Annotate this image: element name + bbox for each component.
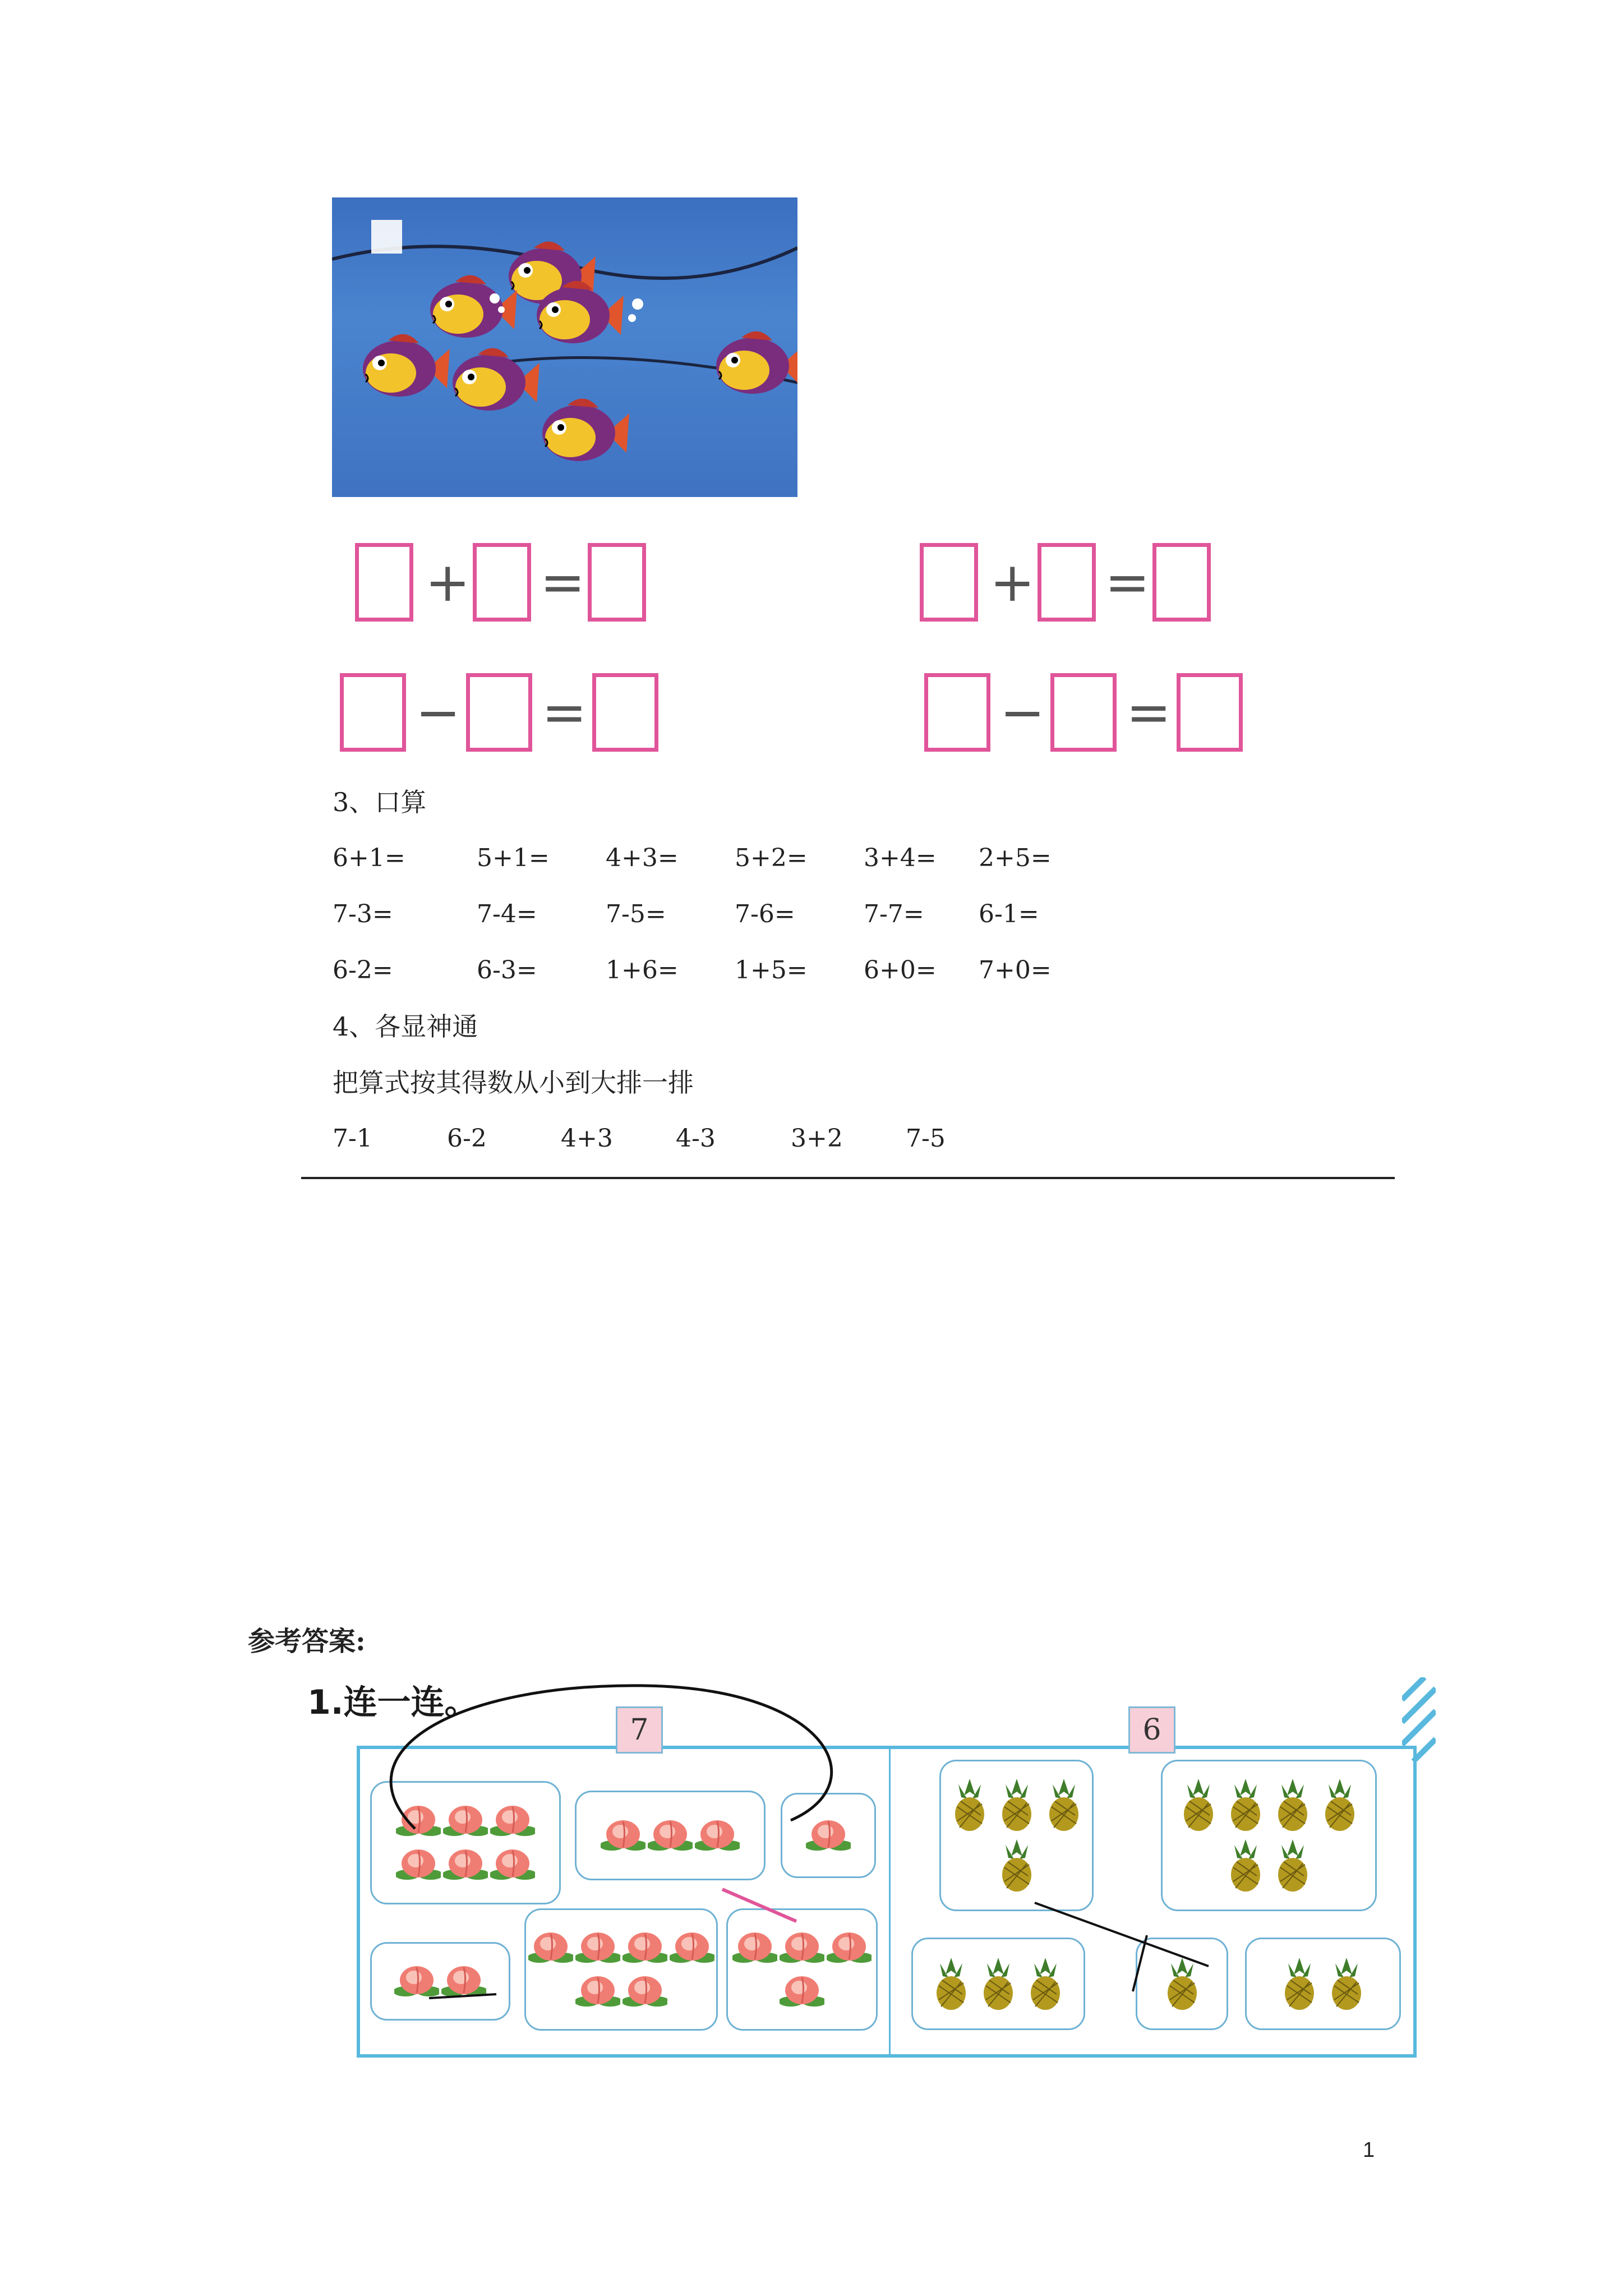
pineapple-icon (1223, 1837, 1268, 1895)
peach-icon (396, 1844, 441, 1885)
pineapple-icon (976, 1955, 1021, 2013)
calc-item: 2+5= (979, 844, 1052, 872)
answer-box[interactable] (466, 673, 532, 752)
calc-item: 6-1= (979, 900, 1039, 928)
fish-icon (542, 399, 629, 461)
number-tag-6: 6 (1128, 1706, 1175, 1754)
answer-box[interactable] (920, 543, 978, 622)
answer-box[interactable] (592, 673, 658, 752)
equals-sign: = (542, 681, 587, 744)
pineapple-icon (994, 1837, 1039, 1895)
calc-item: 5+2= (735, 844, 808, 872)
pineapple-group[interactable] (1161, 1760, 1377, 1911)
expression-item: 6-2 (447, 1124, 487, 1153)
calc-item: 1+6= (606, 956, 679, 984)
peach-icon (780, 1927, 824, 1968)
plus-sign: + (990, 551, 1035, 614)
answer-box[interactable] (1050, 673, 1117, 752)
equals-sign: = (1126, 681, 1172, 744)
answer-box[interactable] (1177, 673, 1243, 752)
calc-item: 6-3= (477, 956, 537, 984)
fish-group (363, 242, 797, 461)
pineapple-group[interactable] (1136, 1938, 1228, 2030)
q1-title: 1.连一连。 (307, 1683, 478, 1722)
peach-icon (528, 1927, 573, 1968)
plus-sign: + (425, 551, 471, 614)
peach-icon (601, 1815, 645, 1856)
pineapple-icon (1176, 1776, 1221, 1834)
answer-box[interactable] (473, 543, 531, 622)
equals-sign: = (1105, 551, 1150, 614)
pineapple-icon (1041, 1776, 1086, 1834)
pineapple-icon (1324, 1955, 1369, 2013)
peach-group[interactable] (370, 1781, 561, 1904)
divider-line (301, 1177, 1395, 1179)
calc-item: 7-5= (606, 900, 666, 928)
pineapple-icon (1160, 1955, 1205, 2013)
peach-icon (441, 1961, 486, 2002)
peach-icon (827, 1927, 872, 1968)
calc-item: 6+0= (864, 956, 937, 984)
minus-sign: − (416, 681, 461, 744)
calc-item: 5+1= (477, 844, 550, 872)
peach-icon (806, 1815, 851, 1856)
peach-icon (670, 1927, 714, 1968)
pineapple-icon (1270, 1776, 1315, 1834)
fish-icon (453, 348, 540, 411)
peach-group[interactable] (575, 1791, 766, 1880)
number-tag-7: 7 (616, 1706, 663, 1754)
pineapple-icon (947, 1776, 992, 1834)
peach-icon (443, 1800, 488, 1842)
answer-box[interactable] (340, 673, 406, 752)
expression-item: 7-1 (333, 1124, 372, 1153)
section3-title: 3、口算 (333, 787, 427, 817)
equation-add-left (355, 543, 669, 627)
calc-item: 7-4= (477, 900, 537, 928)
answer-box[interactable] (1038, 543, 1096, 622)
equals-sign: = (540, 551, 585, 614)
expression-item: 4+3 (561, 1124, 613, 1153)
section4-instruction: 把算式按其得数从小到大排一排 (333, 1068, 694, 1098)
peach-icon (623, 1971, 667, 2012)
peach-icon (575, 1971, 620, 2012)
peach-icon (732, 1927, 777, 1968)
frame-divider (889, 1746, 891, 2058)
fish-picture (332, 197, 797, 497)
pineapple-icon (1277, 1955, 1322, 2013)
calc-item: 3+4= (864, 844, 937, 872)
peach-icon (396, 1800, 441, 1842)
fish-scene (332, 197, 797, 497)
section4-title: 4、各显神通 (333, 1011, 478, 1042)
fish-icon (363, 334, 450, 397)
corner-stripes (1402, 1677, 1436, 1761)
peach-icon (490, 1844, 535, 1885)
expression-item: 7-5 (906, 1124, 946, 1153)
expression-item: 4-3 (676, 1124, 716, 1153)
peach-icon (695, 1815, 740, 1856)
calc-item: 1+5= (735, 956, 808, 984)
page-number: 1 (1363, 2138, 1375, 2162)
calc-item: 7-3= (333, 900, 393, 928)
expression-item: 3+2 (791, 1124, 843, 1153)
equation-sub-right (924, 673, 1261, 757)
calc-item: 4+3= (606, 844, 679, 872)
peach-group[interactable] (726, 1908, 878, 2031)
calc-item: 7-7= (864, 900, 924, 928)
answer-label: 参考答案: (248, 1626, 366, 1657)
peach-icon (394, 1961, 439, 2002)
pineapple-group[interactable] (911, 1938, 1085, 2030)
pineapple-icon (1317, 1776, 1362, 1834)
pineapple-icon (1023, 1955, 1068, 2013)
peach-icon (780, 1971, 824, 2012)
peach-group[interactable] (781, 1793, 876, 1878)
equation-add-right (920, 543, 1234, 627)
equation-sub-left (340, 673, 676, 757)
logo-mark (371, 220, 402, 254)
calc-item: 7-6= (735, 900, 795, 928)
peach-group[interactable] (370, 1942, 510, 2021)
peach-group[interactable] (524, 1908, 718, 2031)
pineapple-icon (1223, 1776, 1268, 1834)
minus-sign: − (1000, 681, 1045, 744)
peach-icon (490, 1800, 535, 1842)
peach-icon (623, 1927, 667, 1968)
answer-box[interactable] (924, 673, 990, 752)
calc-item: 7+0= (979, 956, 1052, 984)
pineapple-group[interactable] (939, 1760, 1094, 1911)
answer-box[interactable] (1152, 543, 1211, 622)
calc-item: 6+1= (333, 844, 405, 872)
peach-icon (443, 1844, 488, 1885)
answer-box[interactable] (355, 543, 413, 622)
pineapple-group[interactable] (1245, 1938, 1401, 2030)
fish-icon (716, 332, 797, 394)
answer-box[interactable] (588, 543, 646, 622)
pineapple-icon (929, 1955, 974, 2013)
peach-icon (575, 1927, 620, 1968)
pineapple-icon (1270, 1837, 1315, 1895)
fish-icon (430, 275, 517, 338)
calc-item: 6-2= (333, 956, 393, 984)
pineapple-icon (994, 1776, 1039, 1834)
peach-icon (648, 1815, 693, 1856)
